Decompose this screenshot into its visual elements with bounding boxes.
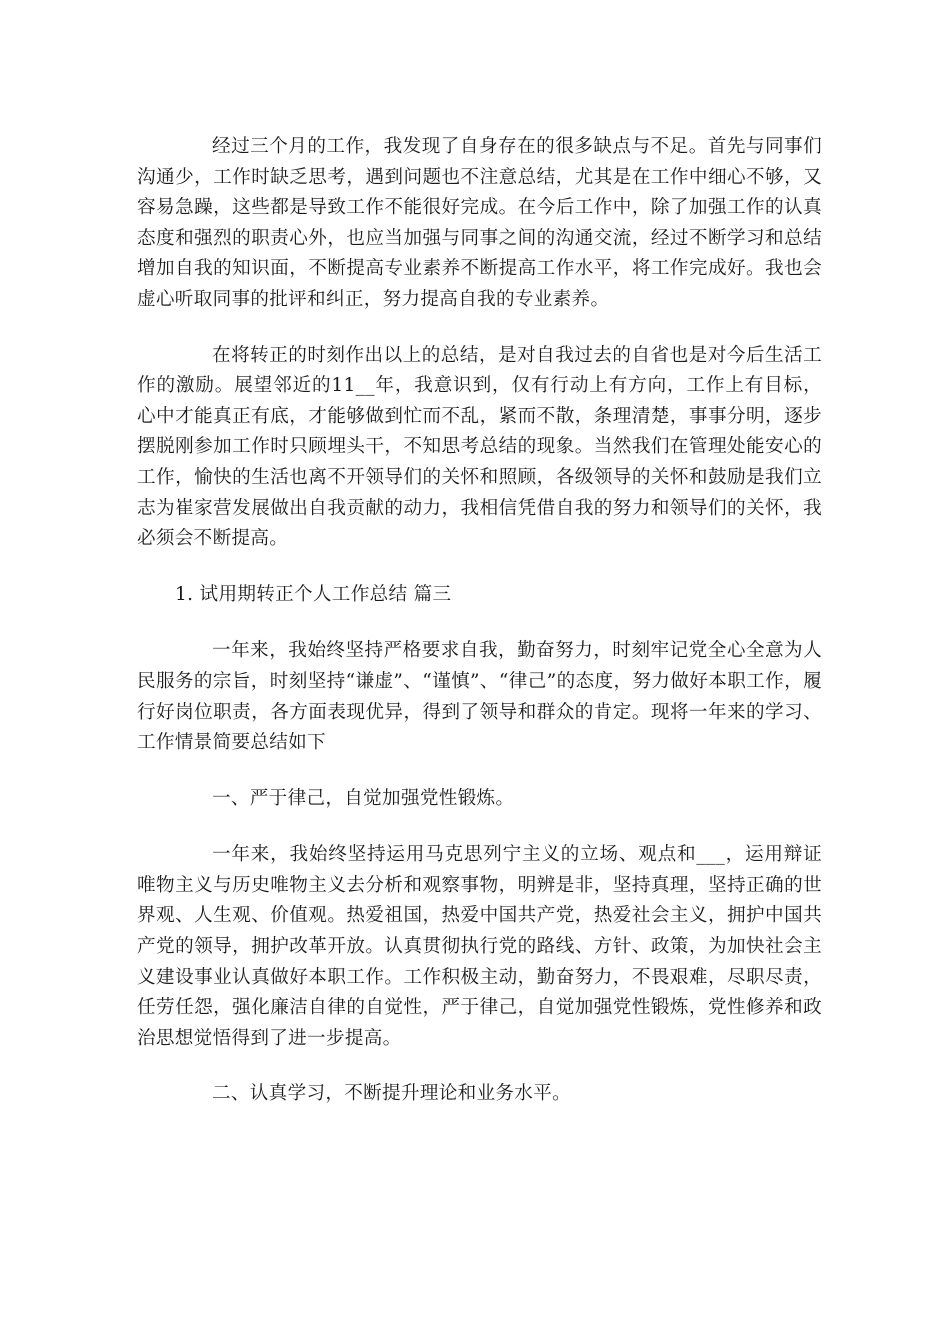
paragraph-self-review: 经过三个月的工作，我发现了自身存在的很多缺点与不足。首先与同事们沟通少，工作时缺乏思考，遇到问题也不注意总结，尤其是在工作中细心不够，又容易急躁，这些都是导致工作不能很好完成。在今后工作中，除了加强工作的认真态度和强烈的职责心外，也应当加强与同事之间的沟通交流，经过不断学习和总结增加自我的知识面，不断提高专业素养不断提高工作水平，将工作完成好。我也会虚心听取同事的批评和纠正，努力提高自我的专业素养。: [137, 136, 822, 310]
paragraph-outlook: 在将转正的时刻作出以上的总结，是对自我过去的自省也是对今后生活工作的激励。展望邻近的11__年，我意识到，仅有行动上有方向，工作上有目标，心中才能真正有底，才能够做到忙而不乱，紧而不散，条理清楚，事事分明，逐步摆脱刚参加工作时只顾埋头干，不知思考总结的现象。当然我们在管理处能安心的工作，愉快的生活也离不开领导们的关怀和照顾，各级领导的关怀和鼓励是我们立志为崔家营发展做出自我贡献的动力，我相信凭借自我的努力和领导们的关怀，我必须会不断提高。: [137, 344, 822, 550]
paragraph-year-summary: 一年来，我始终坚持严格要求自我，勤奋努力，时刻牢记党全心全意为人民服务的宗旨，时刻坚持“谦虚”、“谨慎”、“律己”的态度，努力做好本职工作，履行好岗位职责，各方面表现优异，得到了领导和群众的肯定。现将一年来的学习、工作情景简要总结如下: [137, 640, 822, 754]
section-heading-discipline: 一、严于律己，自觉加强党性锻炼。: [212, 787, 515, 809]
document-body: [137, 132, 822, 1136]
numbered-heading: 1. 试用期转正个人工作总结 篇三: [175, 583, 452, 605]
paragraph-political-study: 一年来，我始终坚持运用马克思列宁主义的立场、观点和___，运用辩证唯物主义与历史唯物主义去分析和观察事物，明辨是非，坚持真理，坚持正确的世界观、人生观、价值观。热爱祖国，热爱中国共产党，热爱社会主义，拥护中国共产党的领导，拥护改革开放。认真贯彻执行党的路线、方针、政策，为加快社会主义建设事业认真做好本职工作。工作积极主动，勤奋努力，不畏艰难，尽职尽责，任劳任怨，强化廉洁自律的自觉性，严于律己，自觉加强党性锻炼，党性修养和政治思想觉悟得到了进一步提高。: [137, 844, 822, 1049]
section-heading-learning: 二、认真学习，不断提升理论和业务水平。: [212, 1083, 571, 1105]
